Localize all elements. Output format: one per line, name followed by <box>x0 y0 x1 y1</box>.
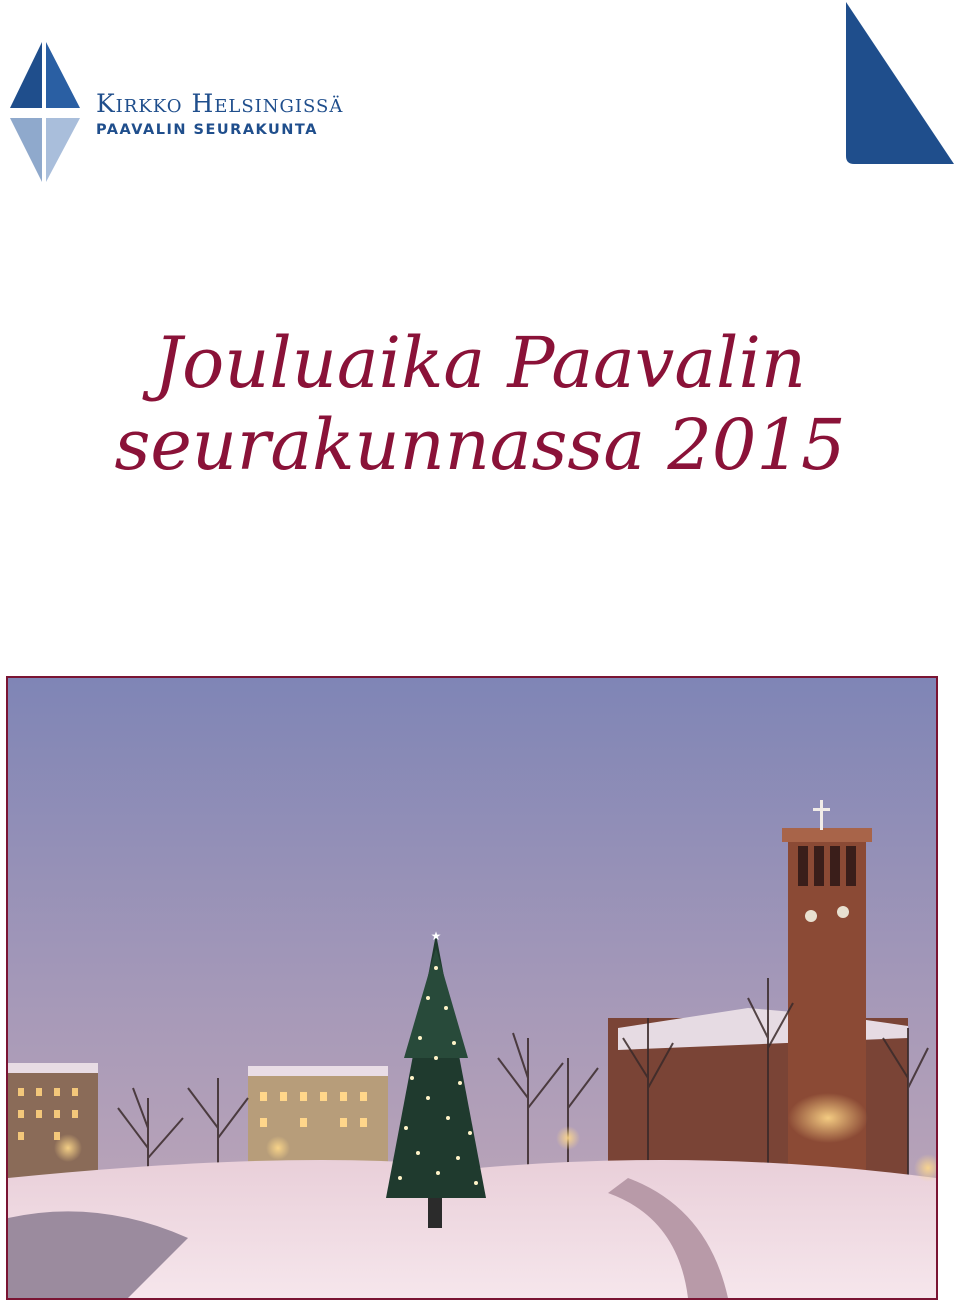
logo-name: Kirkko Helsingissä <box>96 89 344 118</box>
church-logo-icon <box>4 42 84 184</box>
cover-photo <box>6 676 938 1300</box>
logo-subtitle: PAAVALIN SEURAKUNTA <box>96 122 318 138</box>
logo-wordmark <box>96 90 343 138</box>
page-title <box>0 322 960 486</box>
title-line-2: seurakunnassa 2015 <box>114 404 846 486</box>
svg-text:★: ★ <box>430 929 442 943</box>
title-line-1: Jouluaika Paavalin <box>154 322 806 404</box>
corner-sail-icon <box>840 0 960 168</box>
